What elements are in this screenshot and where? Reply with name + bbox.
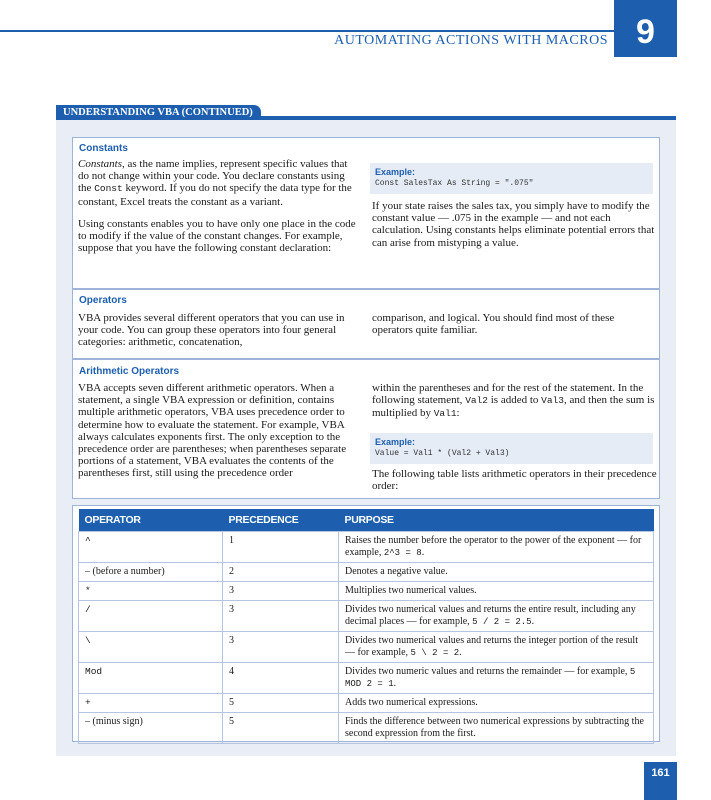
purpose-cell: Adds two numerical expressions.	[339, 694, 654, 713]
table-row	[79, 694, 654, 713]
operator-cell: ^	[79, 532, 223, 563]
constants-right-column	[372, 200, 657, 259]
table-row	[79, 532, 654, 563]
purpose-cell: Raises the number before the operator to the power of the exponent — for example, 2^3 = 8.	[339, 532, 654, 563]
table-header-row	[79, 509, 654, 532]
arithmetic-box	[72, 359, 660, 499]
operators-left-text: VBA provides several different operators that you can use in your code. You can group these operators into four general categories: arithmetic, concatenation,	[78, 312, 345, 349]
precedence-cell: 3	[223, 601, 339, 632]
table-row	[79, 601, 654, 632]
precedence-cell: 4	[223, 663, 339, 694]
constants-paragraph-3: If your state raises the sales tax, you simply have to modify the constant value — .075 in the example — and not each calculation. Using constants helps eliminate potential errors that can arise from mistyping a value.	[372, 200, 655, 249]
operator-cell: +	[79, 694, 223, 713]
purpose-cell: Denotes a negative value.	[339, 563, 654, 582]
arithmetic-heading: Arithmetic Operators	[79, 366, 180, 377]
precedence-cell: 2	[223, 563, 339, 582]
precedence-cell: 3	[223, 582, 339, 601]
example-code: Const SalesTax As String = ".075"	[375, 179, 534, 188]
operator-cell: – (before a number)	[79, 563, 223, 582]
purpose-cell: Divides two numeric values and returns the remainder — for example, 5 MOD 2 = 1.	[339, 663, 654, 694]
arithmetic-left-text: VBA accepts seven different arithmetic operators. When a statement, a single VBA expression or definition, contains multiple arithmetic operators, VBA uses precedence order to determine how to evaluate the statement. For example, VBA always calculates exponents first. The only exception to the precedence order are parentheses; when parentheses separate portions of a statement, VBA evaluates the contents of the parentheses first, still using the precedence order	[78, 382, 347, 480]
operators-heading: Operators	[79, 295, 127, 306]
example-code: Value = Val1 * (Val2 + Val3)	[375, 449, 510, 458]
constants-heading: Constants	[79, 143, 128, 154]
precedence-cell: 5	[223, 713, 339, 744]
chapter-title: AUTOMATING ACTIONS WITH MACROS	[334, 33, 608, 48]
example-label: Example:	[375, 437, 416, 447]
operator-cell: \	[79, 632, 223, 663]
operator-table	[78, 509, 654, 744]
header-purpose: PURPOSE	[339, 509, 654, 532]
table-row	[79, 713, 654, 744]
constants-left-column	[78, 158, 360, 264]
precedence-cell: 1	[223, 532, 339, 563]
table-row	[79, 663, 654, 694]
operators-box	[72, 289, 660, 359]
arithmetic-right-text: within the parentheses and for the rest of the statement. In the following statement, Val2 is added to Val3, and then the sum is multiplied by Val1:	[372, 382, 655, 420]
purpose-cell: Multiplies two numerical values.	[339, 582, 654, 601]
operator-cell: /	[79, 601, 223, 632]
constants-paragraph-1: Constants, as the name implies, represent specific values that do not change within your code. You declare constants using the Const keyword. If you do not specify the data type for the constant, Excel treats the constant as a variant.	[78, 158, 352, 208]
arithmetic-right-after-text: The following table lists arithmetic operators in their precedence order:	[372, 468, 657, 493]
constants-box	[72, 137, 660, 289]
example-label: Example:	[375, 167, 416, 177]
constants-example-box	[370, 163, 653, 194]
operator-cell: – (minus sign)	[79, 713, 223, 744]
purpose-cell: Divides two numerical values and returns the integer portion of the result — for example, 5 \ 2 = 2.	[339, 632, 654, 663]
chapter-number-tab: 9	[614, 0, 677, 57]
operators-right-text: comparison, and logical. You should find most of these operators quite familiar.	[372, 312, 615, 337]
constants-paragraph-2: Using constants enables you to have only one place in the code to modify if the value of the constant changes. For example, suppose that you have the following constant declaration:	[78, 217, 356, 255]
page-number: 161	[644, 762, 677, 800]
header-rule	[0, 30, 620, 32]
table-row	[79, 582, 654, 601]
header-operator: OPERATOR	[79, 509, 223, 532]
precedence-cell: 5	[223, 694, 339, 713]
header-precedence: PRECEDENCE	[223, 509, 339, 532]
section-label: UNDERSTANDING VBA (CONTINUED)	[56, 105, 261, 120]
operator-cell: *	[79, 582, 223, 601]
table-row	[79, 563, 654, 582]
purpose-cell: Finds the difference between two numerical expressions by subtracting the second expression from the first.	[339, 713, 654, 744]
operator-cell: Mod	[79, 663, 223, 694]
arithmetic-example-box	[370, 433, 653, 464]
table-row	[79, 632, 654, 663]
precedence-cell: 3	[223, 632, 339, 663]
purpose-cell: Divides two numerical values and returns the entire result, including any decimal places — for example, 5 / 2 = 2.5.	[339, 601, 654, 632]
